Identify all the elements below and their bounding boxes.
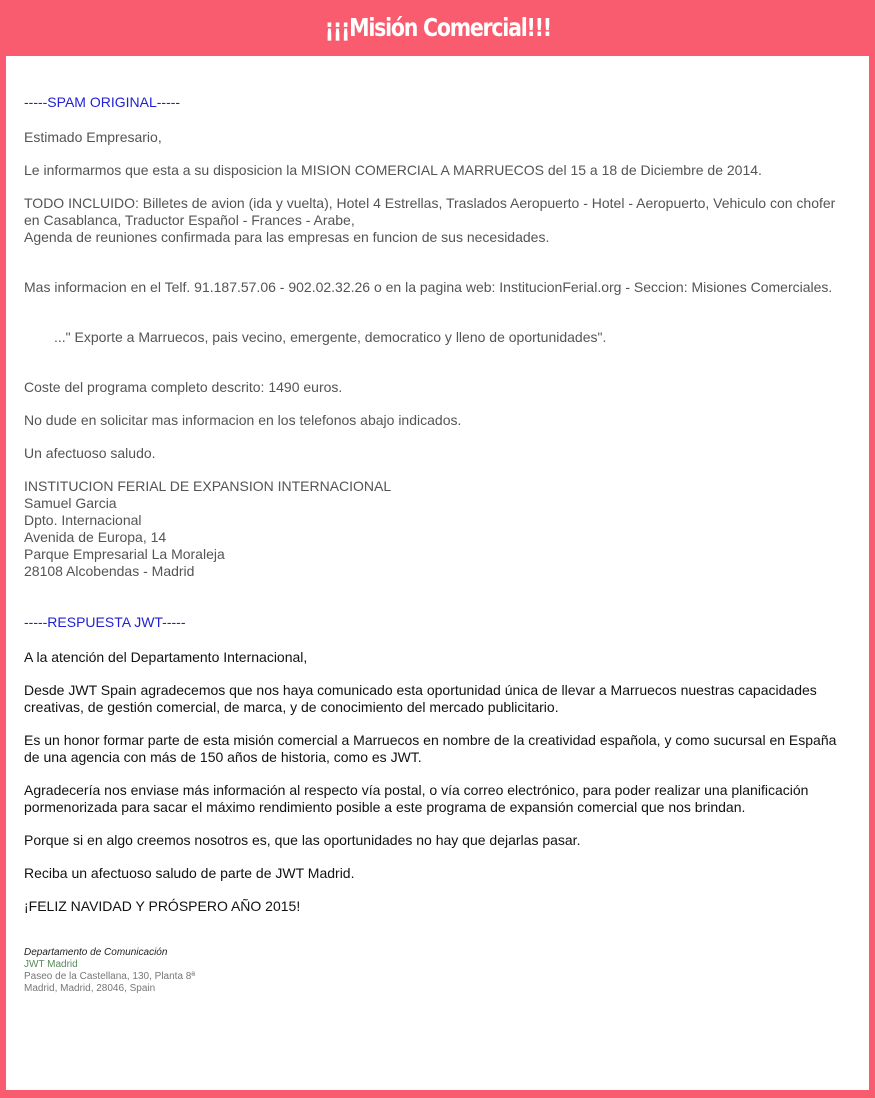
- email-footer: [24, 947, 851, 995]
- signature-line: Samuel Garcia: [24, 495, 117, 511]
- signature-line: INSTITUCION FERIAL DE EXPANSION INTERNACIONAL: [24, 478, 392, 494]
- reply-message: [24, 614, 851, 915]
- spam-original-marker: -----SPAM ORIGINAL-----: [24, 94, 181, 110]
- original-paragraph-2: [24, 195, 851, 246]
- reply-paragraph-4: Porque si en algo creemos nosotros es, que las oportunidades no hay que dejarlas pasar.: [24, 832, 581, 848]
- reply-paragraph-2: Es un honor formar parte de esta misión comercial a Marruecos en nombre de la creatividad española, y como sucursal en España de una agencia con más de 150 años de historia, como es JWT.: [24, 732, 837, 765]
- original-signature: [24, 478, 851, 580]
- footer-address-line-1: Paseo de la Castellana, 130, Planta 8ª: [24, 971, 196, 982]
- signature-line: Dpto. Internacional: [24, 512, 142, 528]
- signature-line: Parque Empresarial La Moraleja: [24, 546, 225, 562]
- respuesta-jwt-marker: -----RESPUESTA JWT-----: [24, 614, 186, 630]
- reply-paragraph-6: ¡FELIZ NAVIDAD Y PRÓSPERO AÑO 2015!: [24, 898, 301, 914]
- reply-paragraph-5: Reciba un afectuoso saludo de parte de JWT Madrid.: [24, 865, 355, 881]
- reply-paragraph-1: Desde JWT Spain agradecemos que nos haya comunicado esta oportunidad única de llevar a Marruecos nuestras capacidades creativas, de gestión comercial, de marca, y de conocimiento del mercado publicitario.: [24, 682, 817, 715]
- original-paragraph-2-line-1: TODO INCLUIDO: Billetes de avion (ida y vuelta), Hotel 4 Estrellas, Traslados Aeropuerto - Hotel - Aeropuerto, Vehiculo con chofer en Casablanca, Traductor Español - Frances - Arabe,: [24, 195, 836, 228]
- original-paragraph-3: Mas informacion en el Telf. 91.187.57.06 - 902.02.32.26 o en la pagina web: InstitucionFerial.org - Seccion: Misiones Comerciales.: [24, 279, 833, 295]
- original-paragraph-1: Le informarmos que esta a su disposicion la MISION COMERCIAL A MARRUECOS del 15 a 18 de Diciembre de 2014.: [24, 162, 762, 178]
- original-cost: Coste del programa completo descrito: 1490 euros.: [24, 379, 343, 395]
- original-paragraph-2-line-2: Agenda de reuniones confirmada para las empresas en funcion de sus necesidades.: [24, 229, 550, 245]
- email-sheet: [6, 56, 869, 1090]
- signature-line: Avenida de Europa, 14: [24, 529, 167, 545]
- banner-title: ¡¡¡Misión Comercial!!!: [324, 13, 551, 42]
- footer-department: Departamento de Comunicación: [24, 947, 168, 958]
- reply-greeting: A la atención del Departamento Internacional,: [24, 649, 308, 665]
- banner: [0, 0, 875, 55]
- original-quote: ..." Exporte a Marruecos, pais vecino, emergente, democratico y lleno de oportunidades".: [54, 329, 607, 345]
- footer-office: JWT Madrid: [24, 959, 78, 970]
- reply-paragraph-3: Agradecería nos enviase más información al respecto vía postal, o vía correo electrónico, para poder realizar una planificación pormenorizada para sacar el máximo rendimiento posible a este programa de expansión comercial que nos brindan.: [24, 782, 809, 815]
- footer-address-line-2: Madrid, Madrid, 28046, Spain: [24, 983, 156, 994]
- signature-line: 28108 Alcobendas - Madrid: [24, 563, 195, 579]
- original-saludo: Un afectuoso saludo.: [24, 445, 156, 461]
- original-message: [24, 94, 851, 580]
- original-no-dude: No dude en solicitar mas informacion en los telefonos abajo indicados.: [24, 412, 462, 428]
- original-greeting: Estimado Empresario,: [24, 129, 162, 145]
